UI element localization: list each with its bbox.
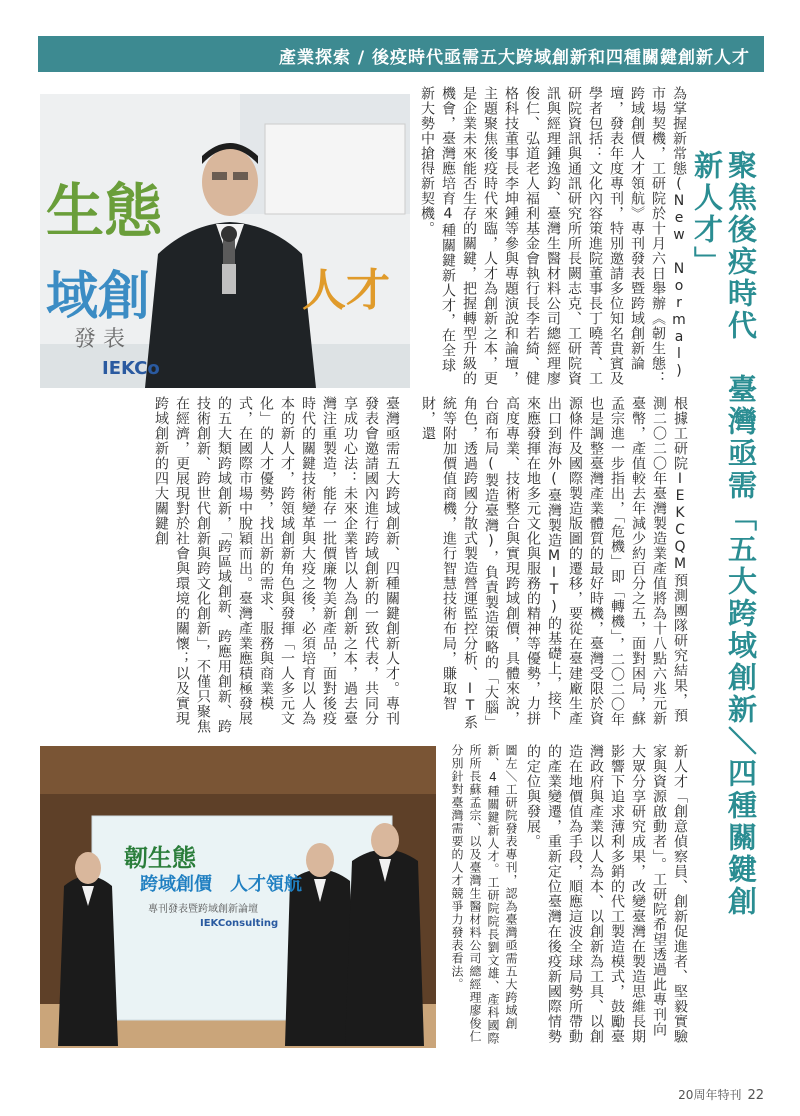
backdrop-logo: IEKCo <box>102 358 160 379</box>
article-block-2: 根據工研院IEKCQM預測團隊研究結果，預測二〇二〇年臺灣製造業產值將為十八點六兆元新臺幣，產值較去年減少約百分之五，面對困局，蘇孟宗進一步指出，「危機」即「轉機」，二〇二〇年也是調整臺灣產業體質的最好時機，臺灣受限於資源條件及國際製造版圖的遷移，要從在臺建廠生產出口到海外(臺灣製造MIT)的基礎上，接下來應發揮在地多元文化與服務的精神等優勢，力拼高度專業、技術整合與實現跨域創價，具體來說，台商布局(製造臺灣)，負責製造策略的「大腦」角色，透過跨國分散式製造營運監控分析、IT系統等附加價值商機，進行智慧技術布局，賺取智財，還 <box>420 396 688 730</box>
photo2-caption: 圖左＼工研院發表專刊，認為臺灣亟需五大跨域創新、4種關鍵新人才。工研院院長劉文雄、產科國際所所長蘇孟宗、以及臺灣生醫材料公司總經理廖俊仁分別針對臺灣需要的人才競爭力發表看法。 <box>450 744 518 1045</box>
article-block-4: 新人才「創意偵察員、創新促進者、堅毅實驗家與資源啟動者」。工研院希望透過此專刊向大眾分享研究成果，改變臺灣在製造思維長期影響下追求薄利多銷的代工製造模式，鼓勵臺灣政府與產業以人為本、以創新為工具、以創造在地價值為手段，順應這波全球局勢所帶動的產業變遷，重新定位臺灣在後疫新國際情勢的定位與發展。 <box>525 744 688 1044</box>
backdrop-word-1: 生態 <box>46 177 163 245</box>
section-title: 產業探索 / 後疫時代亟需五大跨域創新和四種關鍵創新人才 <box>278 48 750 68</box>
backdrop-word-2: 域創 <box>46 267 151 327</box>
article-block-1: 為掌握新常態(New Normal)市場契機，工研院於十月六日舉辦《韌生態：跨域創價人才領航》專刊發表暨跨域創新論壇，發表年度專刊，特別邀請多位知名貴賓及學者包括：文化內容策進院董事長丁曉菁、工研院資訊與通訊研究所所長闕志克、工研院資訊與經理鍾逸鈞、臺灣生醫材料公司總經理廖俊仁、弘道老人福利基金會執行長李若綺、健格科技董事長李坤鍾等參與專題演說和論壇，主題聚焦後疫時代來臨，人才為創新之本，更是企業未來能否生存的關鍵，把握轉型升級的機會，臺灣應培育4種關鍵新人才，在全球新大勢中搶得新契機。 <box>419 86 687 386</box>
banner-logo: IEKConsulting <box>200 918 279 929</box>
backdrop-word-4: 發 表 <box>74 327 125 352</box>
banner-title-2: 跨域創價 人才領航 <box>140 874 302 895</box>
article-headline: 聚焦後疫時代 臺灣亟需「五大跨域創新＼四種關鍵創新人才」 <box>690 150 758 918</box>
group-photo <box>40 746 436 1048</box>
page-number: 22 <box>747 1088 764 1103</box>
banner-subtitle: 專刊發表暨跨域創新論壇 <box>148 904 258 915</box>
backdrop-word-3: 人才 <box>302 265 390 316</box>
speaker-photo <box>40 94 410 388</box>
banner-title-1: 韌生態 <box>124 844 196 872</box>
article-block-3: 臺灣亟需五大跨域創新、四種關鍵創新人才。專刊發表會邀請國內進行跨域創新的一致代表，共同分享成功心法：未來企業皆以人為創新之本，過去臺灣注重製造，能存一批價廉物美新產品，面對後疫時代的關鍵技術變革與大疫之後，必須培育以人為本的新人才，跨領域創新角色與發揮「一人多元文化」的人才優勢，找出新的需求、服務與商業模式，在國際市場中脫穎而出。臺灣產業應積極發展的五大類跨域創新，「跨區域創新、跨應用創新、跨技術創新、跨世代創新與跨文化創新」，不僅只聚焦在經濟，更展現對於社會與環境的關懷；以及實現跨域創新的四大關鍵創 <box>153 396 400 734</box>
group-illustration <box>40 746 436 1048</box>
footer-label: 20周年特刊 <box>678 1088 742 1102</box>
page-footer <box>678 1086 764 1103</box>
header-bar <box>38 36 764 72</box>
